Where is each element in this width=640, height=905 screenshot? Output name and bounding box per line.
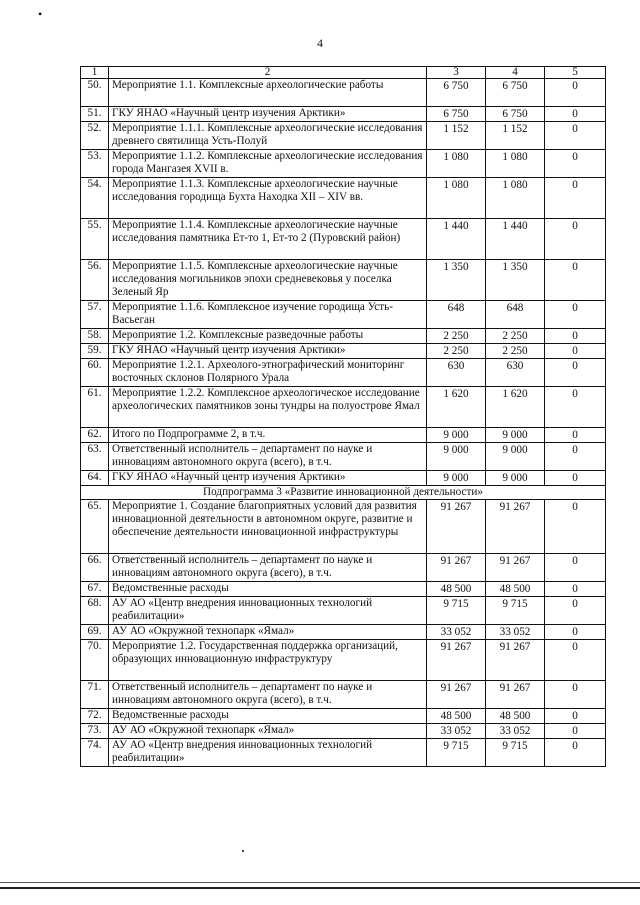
row-value-col4: 9 000	[486, 471, 545, 486]
row-description: Мероприятие 1.2. Комплексные разведочные работы	[109, 329, 427, 344]
row-value-col3: 91 267	[427, 640, 486, 681]
row-value-col4: 48 500	[486, 709, 545, 724]
row-number: 52.	[81, 122, 109, 150]
row-value-col3: 33 052	[427, 724, 486, 739]
row-value-col4: 6 750	[486, 107, 545, 122]
bottom-rule-thick	[0, 887, 640, 889]
row-number: 72.	[81, 709, 109, 724]
row-value-col4: 91 267	[486, 681, 545, 709]
row-value-col4: 630	[486, 359, 545, 387]
row-number: 63.	[81, 443, 109, 471]
row-description: Итого по Подпрограмме 2, в т.ч.	[109, 428, 427, 443]
table-row	[81, 219, 606, 260]
row-number: 50.	[81, 79, 109, 107]
row-description: Мероприятие 1.1.6. Комплексное изучение городища Усть-Васьеган	[109, 301, 427, 329]
table-row	[81, 79, 606, 107]
row-number: 69.	[81, 625, 109, 640]
row-value-col3: 1 440	[427, 219, 486, 260]
row-number: 61.	[81, 387, 109, 428]
row-number: 68.	[81, 597, 109, 625]
row-value-col4: 33 052	[486, 625, 545, 640]
row-value-col5: 0	[545, 681, 606, 709]
header-col-5: 5	[545, 67, 606, 79]
row-value-col5: 0	[545, 150, 606, 178]
table-row	[81, 597, 606, 625]
row-value-col3: 91 267	[427, 554, 486, 582]
row-number: 71.	[81, 681, 109, 709]
row-value-col5: 0	[545, 443, 606, 471]
row-number: 66.	[81, 554, 109, 582]
row-number: 74.	[81, 739, 109, 767]
row-number: 51.	[81, 107, 109, 122]
row-number: 59.	[81, 344, 109, 359]
table-body	[81, 79, 606, 767]
row-value-col5: 0	[545, 582, 606, 597]
table-row	[81, 443, 606, 471]
row-number: 62.	[81, 428, 109, 443]
row-description: Мероприятие 1.1.3. Комплексные археологические научные исследования городища Бухта Находка XII – XIV вв.	[109, 178, 427, 219]
row-value-col5: 0	[545, 260, 606, 301]
row-description: Ответственный исполнитель – департамент по науке и инновациям автономного округа (всего), в т.ч.	[109, 681, 427, 709]
row-description: Мероприятие 1.1.1. Комплексные археологические исследования древнего святилища Усть-Полуй	[109, 122, 427, 150]
row-description: АУ АО «Окружной технопарк «Ямал»	[109, 724, 427, 739]
row-value-col5: 0	[545, 625, 606, 640]
row-value-col5: 0	[545, 344, 606, 359]
row-number: 57.	[81, 301, 109, 329]
row-value-col4: 9 000	[486, 428, 545, 443]
row-value-col4: 1 152	[486, 122, 545, 150]
row-value-col5: 0	[545, 428, 606, 443]
table-row	[81, 625, 606, 640]
row-value-col4: 48 500	[486, 582, 545, 597]
row-description: АУ АО «Центр внедрения инновационных технологий реабилитации»	[109, 739, 427, 767]
row-value-col5: 0	[545, 597, 606, 625]
row-value-col3: 1 080	[427, 150, 486, 178]
row-description: Ведомственные расходы	[109, 709, 427, 724]
row-value-col5: 0	[545, 471, 606, 486]
row-value-col3: 2 250	[427, 344, 486, 359]
table-row	[81, 471, 606, 486]
table-row	[81, 107, 606, 122]
table-row	[81, 260, 606, 301]
table-row	[81, 329, 606, 344]
row-description: ГКУ ЯНАО «Научный центр изучения Арктики»	[109, 344, 427, 359]
row-value-col4: 9 715	[486, 597, 545, 625]
row-value-col5: 0	[545, 724, 606, 739]
row-number: 70.	[81, 640, 109, 681]
table-row	[81, 301, 606, 329]
row-value-col3: 1 620	[427, 387, 486, 428]
row-description: ГКУ ЯНАО «Научный центр изучения Арктики»	[109, 107, 427, 122]
table-row	[81, 582, 606, 597]
row-value-col3: 648	[427, 301, 486, 329]
row-description: АУ АО «Центр внедрения инновационных технологий реабилитации»	[109, 597, 427, 625]
row-description: Мероприятие 1.2. Государственная поддержка организаций, образующих инновационную инфраструктуру	[109, 640, 427, 681]
row-number: 73.	[81, 724, 109, 739]
subprogram-heading: Подпрограмма 3 «Развитие инновационной деятельности»	[81, 486, 606, 500]
table-row	[81, 428, 606, 443]
row-value-col3: 6 750	[427, 107, 486, 122]
row-value-col3: 6 750	[427, 79, 486, 107]
table-header-row	[81, 67, 606, 79]
row-value-col3: 91 267	[427, 500, 486, 554]
row-value-col4: 2 250	[486, 344, 545, 359]
row-value-col5: 0	[545, 178, 606, 219]
row-value-col3: 9 000	[427, 428, 486, 443]
page-number: 4	[317, 36, 323, 50]
row-description: Мероприятие 1.2.1. Археолого-этнографический мониторинг восточных склонов Полярного Урала	[109, 359, 427, 387]
row-value-col4: 1 620	[486, 387, 545, 428]
budget-table	[80, 66, 606, 767]
subprogram-heading-row	[81, 486, 606, 500]
row-value-col3: 630	[427, 359, 486, 387]
row-value-col4: 2 250	[486, 329, 545, 344]
row-number: 65.	[81, 500, 109, 554]
table-row	[81, 387, 606, 428]
row-value-col3: 1 350	[427, 260, 486, 301]
row-description: Мероприятие 1.2.2. Комплексное археологическое исследование археологических памятников зоны тундры на полуострове Ямал	[109, 387, 427, 428]
table-row	[81, 122, 606, 150]
row-value-col5: 0	[545, 329, 606, 344]
row-value-col4: 1 440	[486, 219, 545, 260]
table-row	[81, 344, 606, 359]
row-number: 55.	[81, 219, 109, 260]
row-value-col3: 9 715	[427, 739, 486, 767]
row-description: ГКУ ЯНАО «Научный центр изучения Арктики»	[109, 471, 427, 486]
row-value-col4: 1 080	[486, 150, 545, 178]
row-value-col4: 9 715	[486, 739, 545, 767]
row-value-col5: 0	[545, 301, 606, 329]
row-value-col5: 0	[545, 219, 606, 260]
row-value-col4: 91 267	[486, 500, 545, 554]
row-number: 67.	[81, 582, 109, 597]
row-value-col5: 0	[545, 709, 606, 724]
table-row	[81, 681, 606, 709]
row-description: Мероприятие 1.1. Комплексные археологические работы	[109, 79, 427, 107]
header-col-4: 4	[486, 67, 545, 79]
row-value-col5: 0	[545, 554, 606, 582]
row-value-col3: 91 267	[427, 681, 486, 709]
table-row	[81, 150, 606, 178]
row-description: Ведомственные расходы	[109, 582, 427, 597]
row-description: Ответственный исполнитель – департамент по науке и инновациям автономного округа (всего), в т.ч.	[109, 554, 427, 582]
row-value-col5: 0	[545, 79, 606, 107]
row-description: Мероприятие 1.1.4. Комплексные археологические научные исследования памятника Ет-то 1, Ет-то 2 (Пуровский район)	[109, 219, 427, 260]
header-col-3: 3	[427, 67, 486, 79]
row-number: 58.	[81, 329, 109, 344]
corner-mark: •	[38, 7, 43, 21]
row-value-col4: 648	[486, 301, 545, 329]
table-row	[81, 709, 606, 724]
table-row	[81, 724, 606, 739]
row-value-col5: 0	[545, 122, 606, 150]
header-col-2: 2	[109, 67, 427, 79]
row-number: 64.	[81, 471, 109, 486]
row-value-col3: 9 715	[427, 597, 486, 625]
row-description: Мероприятие 1.1.2. Комплексные археологические исследования города Мангазея XVII в.	[109, 150, 427, 178]
table-row	[81, 640, 606, 681]
row-value-col4: 1 080	[486, 178, 545, 219]
row-value-col5: 0	[545, 640, 606, 681]
row-value-col4: 33 052	[486, 724, 545, 739]
row-value-col5: 0	[545, 107, 606, 122]
row-description: Мероприятие 1.1.5. Комплексные археологические научные исследования могильников эпохи средневековья у поселка Зеленый Яр	[109, 260, 427, 301]
row-value-col3: 1 080	[427, 178, 486, 219]
row-value-col3: 2 250	[427, 329, 486, 344]
row-value-col3: 33 052	[427, 625, 486, 640]
row-value-col5: 0	[545, 739, 606, 767]
row-number: 56.	[81, 260, 109, 301]
row-value-col4: 9 000	[486, 443, 545, 471]
row-number: 60.	[81, 359, 109, 387]
row-description: Ответственный исполнитель – департамент по науке и инновациям автономного округа (всего), в т.ч.	[109, 443, 427, 471]
row-value-col5: 0	[545, 387, 606, 428]
row-value-col4: 91 267	[486, 640, 545, 681]
table-row	[81, 178, 606, 219]
row-description: Мероприятие 1. Создание благоприятных условий для развития инновационной деятельности в автономном округе, развитие и обеспечение деятельности инновационной инфраструктуры	[109, 500, 427, 554]
bottom-rule	[0, 882, 640, 883]
row-value-col3: 48 500	[427, 709, 486, 724]
row-value-col4: 1 350	[486, 260, 545, 301]
row-number: 53.	[81, 150, 109, 178]
row-value-col3: 48 500	[427, 582, 486, 597]
row-value-col5: 0	[545, 500, 606, 554]
row-value-col3: 9 000	[427, 443, 486, 471]
row-description: АУ АО «Окружной технопарк «Ямал»	[109, 625, 427, 640]
row-number: 54.	[81, 178, 109, 219]
header-col-1: 1	[81, 67, 109, 79]
row-value-col4: 91 267	[486, 554, 545, 582]
table-row	[81, 500, 606, 554]
row-value-col5: 0	[545, 359, 606, 387]
row-value-col4: 6 750	[486, 79, 545, 107]
table-row	[81, 739, 606, 767]
table-row	[81, 554, 606, 582]
row-value-col3: 9 000	[427, 471, 486, 486]
table-row	[81, 359, 606, 387]
footer-dot	[242, 850, 244, 852]
row-value-col3: 1 152	[427, 122, 486, 150]
